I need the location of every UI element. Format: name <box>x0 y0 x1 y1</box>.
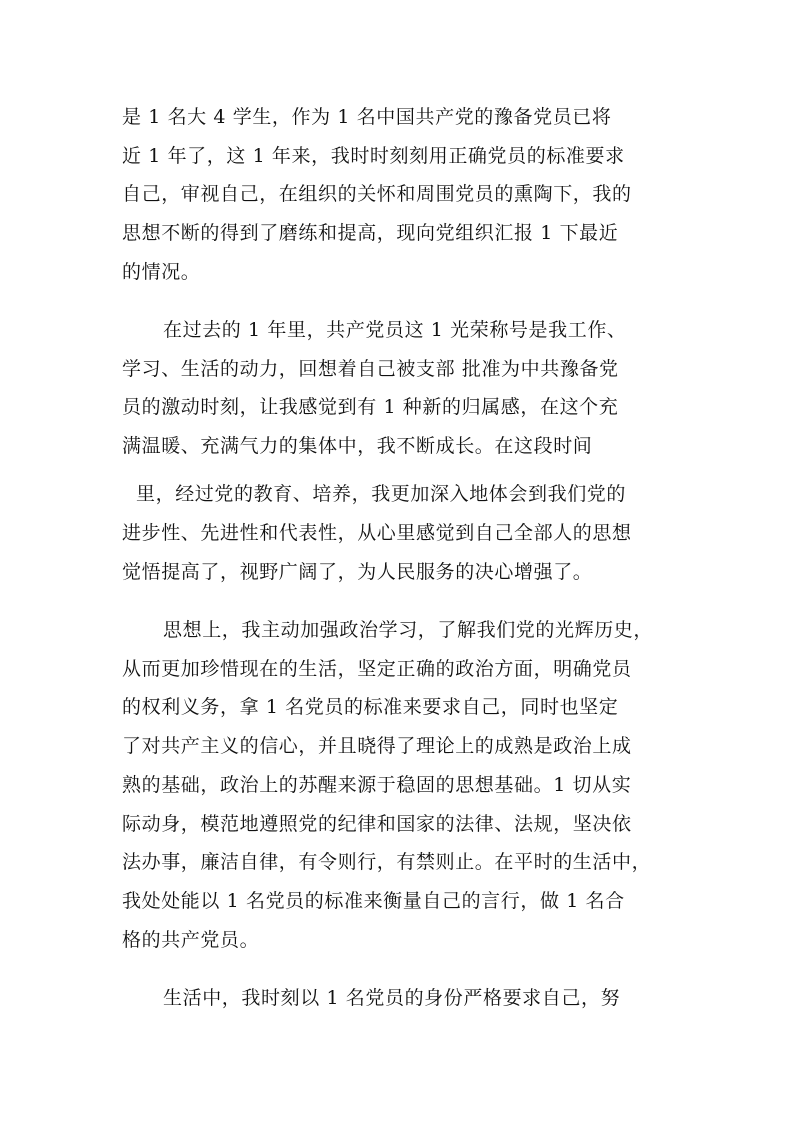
paragraph-first-line: 在过去的 1 年里，共产党员这 1 光荣称号是我工作、 <box>163 319 627 341</box>
text-line: 近 1 年了，这 1 年来，我时时刻刻用正确党员的标准要求 <box>122 145 625 167</box>
text-line: 思想不断的得到了磨练和提高，现向党组织汇报 1 下最近 <box>122 222 619 244</box>
text-line: 员的激动时刻，让我感觉到有 1 种新的归属感，在这个充 <box>122 396 619 418</box>
text-line: 进步性、先进性和代表性，从心里感觉到自己全部人的思想 <box>122 522 632 544</box>
text-line: 的权利义务，拿 1 名党员的标准来要求自己，同时也坚定 <box>122 696 619 718</box>
text-line: 熟的基础，政治上的苏醒来源于稳固的思想基础。1 切从实 <box>122 774 632 796</box>
text-line: 学习、生活的动力，回想着自己被支部 批准为中共豫备党 <box>122 358 619 380</box>
text-line: 我处处能以 1 名党员的标准来衡量自己的言行，做 1 名合 <box>122 890 625 912</box>
text-line: 是 1 名大 4 学生，作为 1 名中国共产党的豫备党员已将 <box>122 106 612 128</box>
text-line: 自己，审视自己，在组织的关怀和周围党员的熏陶下，我的 <box>122 183 632 205</box>
text-line: 里，经过党的教育、培养，我更加深入地体会到我们党的 <box>136 483 627 505</box>
text-line: 了对共产主义的信心，并且晓得了理论上的成熟是政治上成 <box>122 735 632 757</box>
text-line: 满温暖、充满气力的集体中，我不断成长。在这段时间 <box>122 435 593 457</box>
text-line: 格的共产党员。 <box>122 929 260 951</box>
text-line: 法办事，廉洁自律，有令则行，有禁则止。在平时的生活中， <box>122 851 652 873</box>
text-line: 觉悟提高了，视野广阔了，为人民服务的决心增强了。 <box>122 561 593 583</box>
text-line: 的情况。 <box>122 261 201 283</box>
paragraph-first-line: 思想上，我主动加强政治学习，了解我们党的光辉历史， <box>163 619 654 641</box>
paragraph-first-line: 生活中，我时刻以 1 名党员的身份严格要求自己，努 <box>163 987 621 1009</box>
text-line: 际动身，模范地遵照党的纪律和国家的法律、法规，坚决依 <box>122 813 632 835</box>
text-line: 从而更加珍惜现在的生活，坚定正确的政治方面，明确党员 <box>122 658 632 680</box>
